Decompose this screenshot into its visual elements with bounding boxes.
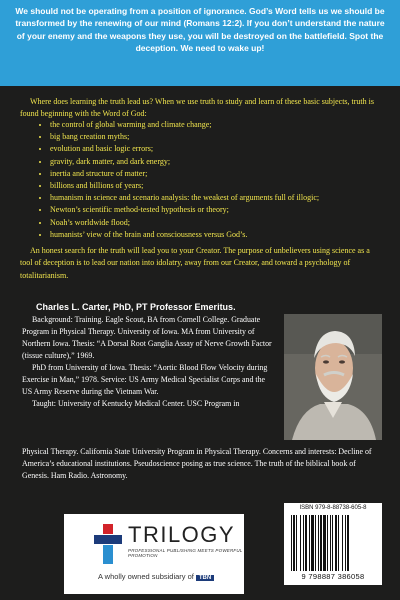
- trilogy-logo-mark: [94, 524, 122, 564]
- barcode-bars: [290, 515, 376, 571]
- isbn-barcode: [284, 503, 382, 585]
- bio-paragraph: Taught: University of Kentucky Medical Center. USC Program in: [32, 399, 240, 408]
- subject-list-item: • Newton’s scientific method-tested hypothesis or theory;: [50, 204, 390, 216]
- parent-company-badge: TBN: [196, 575, 214, 581]
- callout-text: We should not be operating from a position of ignorance. God’s Word tells us we should be transformed by the renewing of our mind (Romans 12:2). If you don’t understand the nature of your enemy and the weapons they use, you will be destroyed on the battlefield. Spot the deception. We need to wake up!: [15, 6, 385, 54]
- subject-list-item: • big bang creation myths;: [50, 131, 390, 143]
- subject-list-item: • Noah’s worldwide flood;: [50, 217, 390, 229]
- intro-paragraph: Where does learning the truth lead us? When we use truth to study and learn of these basic subjects, truth is found beginning with the Word of God:: [20, 97, 374, 118]
- top-callout-box: [0, 0, 400, 86]
- publisher-name: TRILOGY: [128, 522, 236, 547]
- subject-list-item: • the control of global warming and climate change;: [50, 119, 390, 131]
- subsidiary-line: [98, 572, 214, 581]
- author-photo: [284, 314, 382, 440]
- isbn-digits: 9 798887 386058: [301, 572, 365, 581]
- author-bio: [22, 314, 276, 410]
- bio-continued: Physical Therapy. California State University Program in Physical Therapy. Concerns and interests: Decline of America’s educational institutions. Pseudoscience posing as true science. The truth of the biblical book of Genesis. Ham Radio. Astronomy.: [22, 447, 372, 480]
- outro-paragraph: An honest search for the truth will lead you to your Creator. The purpose of unbelievers using science as a tool of deception is to lead our nation into idolatry, away from our Creator, and toward a psychology of totalitarianism.: [20, 246, 370, 280]
- author-name: Charles L. Carter, PhD, PT Professor Emeritus.: [36, 302, 236, 312]
- subsidiary-text: A wholly owned subsidiary of: [98, 572, 194, 581]
- publisher-logo: [64, 514, 244, 594]
- isbn-label: ISBN 979-8-88738-605-8: [299, 505, 367, 511]
- subject-list: [38, 119, 390, 241]
- bio-paragraph: Background: Training. Eagle Scout, BA from Cornell College. Graduate Program in Physical Therapy. University of Iowa. MA from University of Northern Iowa. Thesis: “A Dorsal Root Ganglia Assay of Nerve Growth Factor (tissue culture),” 1969.: [22, 315, 272, 360]
- bio-paragraph: PhD from University of Iowa. Thesis: “Aortic Blood Flow Velocity during Exercise in Man,” 1978. Service: US Army Medical Specialist Corps and the US Army Reserve during the Vietnam War.: [22, 363, 268, 396]
- subject-list-item: • inertia and structure of matter;: [50, 168, 390, 180]
- publisher-tagline: PROFESSIONAL PUBLISHING MEETS POWERFUL PROMOTION: [128, 548, 243, 558]
- subject-list-item: • humanism in science and scenario analysis: the weakest of arguments full of illogic;: [50, 192, 390, 204]
- subject-list-item: • humanists’ view of the brain and consciousness versus God’s.: [50, 229, 390, 241]
- subject-list-item: • billions and billions of years;: [50, 180, 390, 192]
- subject-list-item: • evolution and basic logic errors;: [50, 143, 390, 155]
- subject-list-item: • gravity, dark matter, and dark energy;: [50, 156, 390, 168]
